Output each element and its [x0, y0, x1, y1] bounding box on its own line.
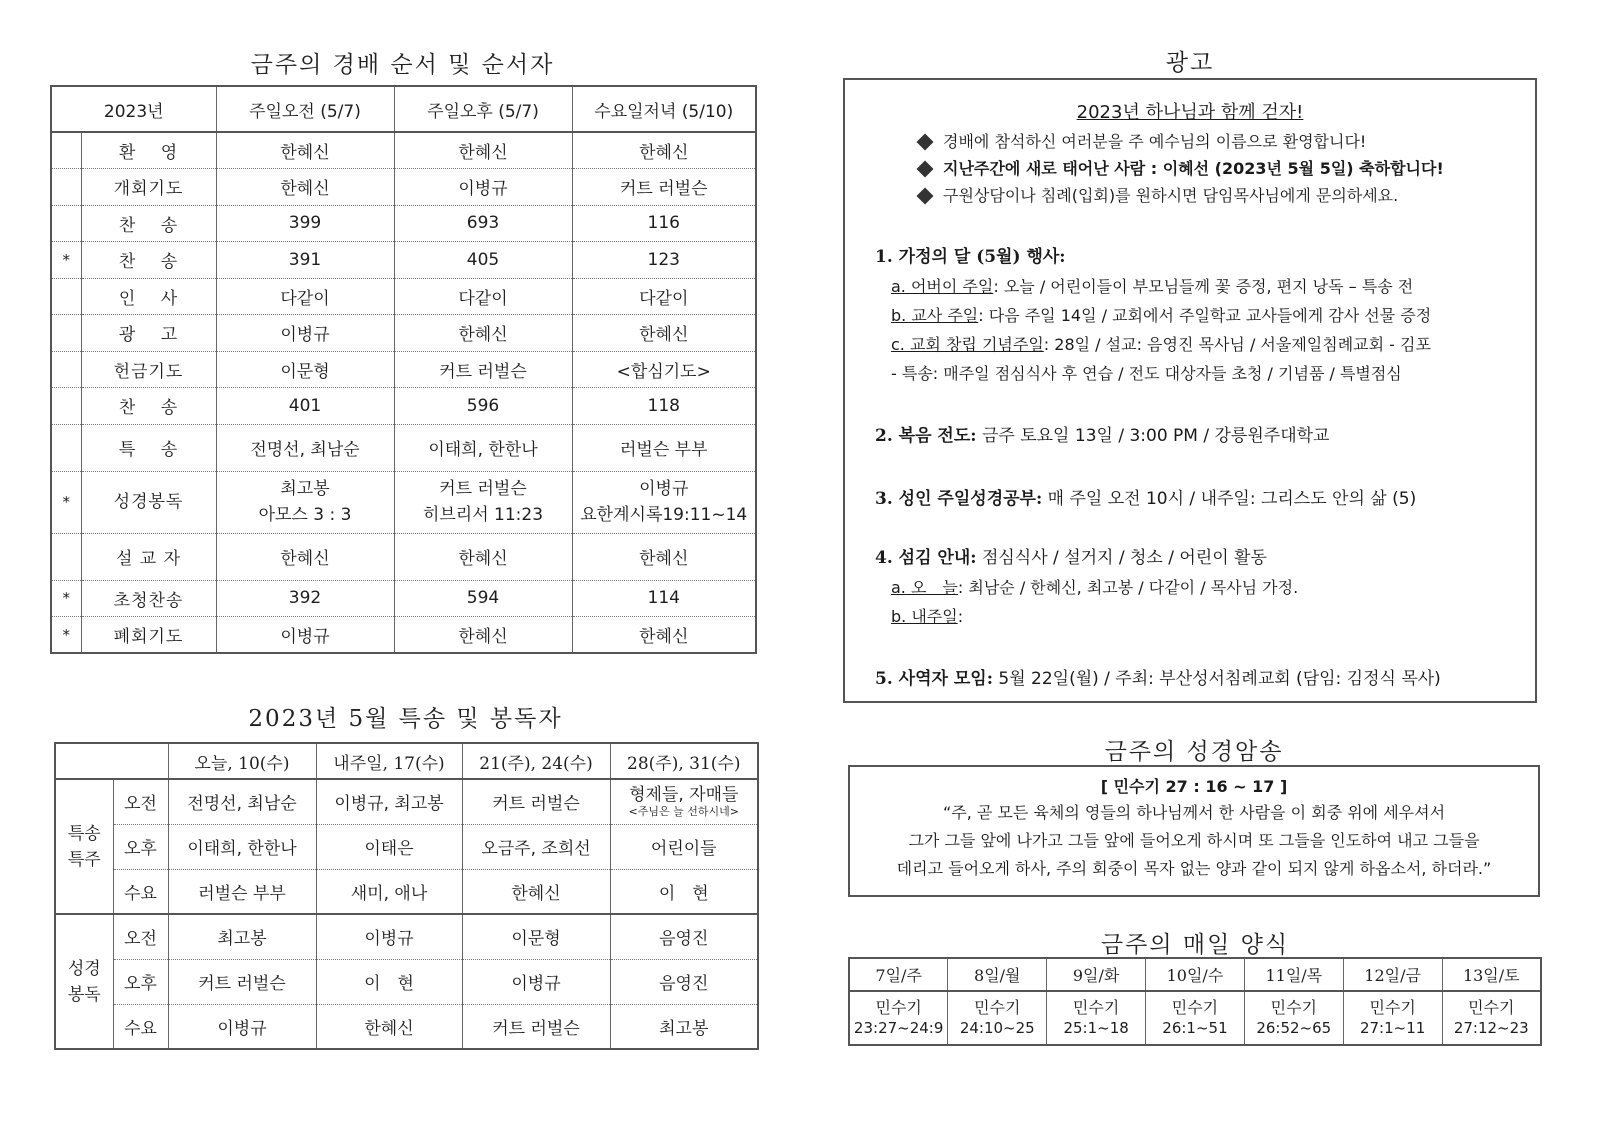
cell-am: 이병규 [216, 315, 394, 352]
table-header-row [849, 958, 1541, 991]
cell: 새미, 애나 [316, 869, 462, 914]
header-week-1: 오늘, 10(수) [168, 743, 316, 779]
scripture-ref: 요한계시록19:11~14 [580, 505, 748, 525]
table-header-row [55, 743, 758, 779]
cell: 이 현 [316, 959, 462, 1004]
sub-item [875, 602, 1535, 631]
group-label-line: 특송 [67, 823, 101, 844]
reading-cell [1244, 991, 1343, 1045]
item-text: 점심식사 / 설거지 / 청소 / 어린이 활동 [976, 548, 1267, 568]
cell-pm: 한혜신 [394, 315, 572, 352]
item-text: 매 주일 오전 10시 / 내주일: 그리스도 안의 삶 (5) [1042, 489, 1417, 509]
sub-item-text: : 오늘 / 어린이들이 부모님들께 꽃 증정, 편지 낭독 – 특송 전 [993, 277, 1414, 296]
day-header: 12일/금 [1343, 958, 1442, 991]
cell-pm [394, 471, 572, 533]
cell-pm: 693 [394, 205, 572, 242]
sub-item-label: b. 교사 주일 [891, 306, 979, 325]
sub-item-label: a. 어버이 주일 [891, 277, 994, 296]
row-label: 헌금기도 [81, 351, 216, 388]
daily-reading-title: 금주의 매일 양식 [1100, 932, 1290, 958]
diamond-bullet-icon [917, 160, 934, 177]
order-of-worship-title: 금주의 경배 순서 및 순서자 [250, 52, 555, 78]
cell-am [216, 471, 394, 533]
announcements-box [843, 78, 1537, 703]
row-label: 환 영 [81, 132, 216, 169]
chapter-verse: 25:1~18 [1063, 1019, 1129, 1037]
cell: 이태희, 한한나 [168, 824, 316, 869]
book: 민수기 [1171, 998, 1219, 1017]
table-row [51, 315, 756, 352]
row-label: 개회기도 [81, 169, 216, 206]
cell: 한혜신 [316, 1004, 462, 1049]
book: 민수기 [974, 998, 1021, 1017]
cell-wed: 한혜신 [572, 533, 756, 580]
stand-marker: * [51, 617, 81, 654]
row-label: 인 사 [81, 278, 216, 315]
cell-am: 한혜신 [216, 533, 394, 580]
table-row [55, 824, 758, 869]
verse-line: “주, 곧 모든 육체의 영들의 하나님께서 한 사람을 이 회중 위에 세우셔서 [942, 803, 1446, 822]
cell-am: 391 [216, 242, 394, 279]
table-header-row [51, 86, 756, 132]
bullet-text: 경배에 참석하신 여러분을 주 예수님의 이름으로 환영합니다! [943, 132, 1367, 151]
day-header: 13일/토 [1442, 958, 1541, 991]
row-label: 찬 송 [81, 205, 216, 242]
reading-cell [849, 991, 948, 1045]
reading-cell [948, 991, 1047, 1045]
group-label-scripture-reading [55, 914, 113, 1049]
reader-name: 커트 러벌슨 [439, 479, 527, 499]
item-title: 5. 사역자 모임: [875, 669, 993, 689]
stand-marker [51, 315, 81, 352]
memory-verse-box [848, 765, 1540, 897]
chapter-verse: 26:52~65 [1256, 1019, 1332, 1037]
item-title: 3. 성인 주일성경공부: [875, 489, 1043, 509]
stand-marker [51, 533, 81, 580]
cell-wed: 116 [572, 205, 756, 242]
announcement-bullet [919, 128, 1535, 155]
row-label: 설 교 자 [81, 533, 216, 580]
stand-marker: * [51, 471, 81, 533]
sub-item-text: : [957, 607, 964, 626]
book: 민수기 [1369, 998, 1416, 1017]
cell: 커트 러벌슨 [168, 959, 316, 1004]
reading-cell [1343, 991, 1442, 1045]
stand-marker [51, 132, 81, 169]
bullet-text: 지난주간에 새로 태어난 사람 : 이혜선 (2023년 5월 5일) 축하합니다! [943, 159, 1444, 178]
time-label: 오전 [113, 779, 168, 824]
cell-pm: 이병규 [394, 169, 572, 206]
announcement-item-4 [875, 544, 1535, 573]
sub-item-label: c. 교회 창립 기념주일 [891, 335, 1044, 354]
row-label: 폐회기도 [81, 617, 216, 654]
table-row [55, 779, 758, 824]
stand-marker [51, 278, 81, 315]
chapter-verse: 27:12~23 [1453, 1019, 1529, 1037]
row-label: 찬 송 [81, 242, 216, 279]
order-of-worship-table [50, 85, 757, 654]
cell-wed: 다같이 [572, 278, 756, 315]
special-songs-table [54, 742, 759, 1050]
cell-am: 전명선, 최남순 [216, 424, 394, 471]
sub-item [875, 573, 1535, 602]
cell: 이 현 [610, 869, 758, 914]
table-row [55, 959, 758, 1004]
announcements-title: 광고 [1165, 50, 1215, 76]
cell-am: 이문형 [216, 351, 394, 388]
cell-am: 다같이 [216, 278, 394, 315]
header-blank [113, 743, 168, 779]
chapter-verse: 24:10~25 [959, 1019, 1035, 1037]
table-row [51, 580, 756, 617]
time-label: 수요 [113, 1004, 168, 1049]
stand-marker: * [51, 580, 81, 617]
diamond-bullet-icon [917, 133, 934, 150]
table-row [51, 132, 756, 169]
cell: 오금주, 조희선 [462, 824, 610, 869]
cell-wed: 123 [572, 242, 756, 279]
cell: 이병규, 최고봉 [316, 779, 462, 824]
time-label: 오후 [113, 824, 168, 869]
reading-cell [1047, 991, 1146, 1045]
header-sunday-am: 주일오전 (5/7) [216, 86, 394, 132]
announcement-bullet [919, 155, 1535, 182]
cell-pm: 한혜신 [394, 132, 572, 169]
stand-marker [51, 388, 81, 425]
cell: 어린이들 [610, 824, 758, 869]
reading-cell [1442, 991, 1541, 1045]
cell-am: 이병규 [216, 617, 394, 654]
table-row [51, 242, 756, 279]
sub-item [875, 301, 1535, 330]
item-title: 4. 섬김 안내: [875, 548, 977, 568]
cell: 커트 러벌슨 [462, 779, 610, 824]
day-header: 10일/수 [1146, 958, 1245, 991]
sub-item-text: - 특송: 매주일 점심식사 후 연습 / 전도 대상자들 초청 / 기념품 / 특별점심 [891, 364, 1402, 383]
header-week-4: 28(주), 31(수) [610, 743, 758, 779]
verse-reference: [ 민수기 27 : 16 ~ 17 ] [1100, 777, 1288, 796]
table-row [55, 1004, 758, 1049]
chapter-verse: 23:27~24:9 [853, 1019, 944, 1037]
group-label-line: 봉독 [67, 984, 101, 1005]
cell: 음영진 [610, 959, 758, 1004]
cell-am: 한혜신 [216, 169, 394, 206]
day-header: 9일/화 [1047, 958, 1146, 991]
sub-item [875, 359, 1535, 388]
cell-wed: <합심기도> [572, 351, 756, 388]
cell-pm: 405 [394, 242, 572, 279]
header-sunday-pm: 주일오후 (5/7) [394, 86, 572, 132]
group-label-special-song [55, 779, 113, 914]
cell: 커트 러벌슨 [462, 1004, 610, 1049]
table-row [51, 169, 756, 206]
time-label: 수요 [113, 869, 168, 914]
table-row [51, 205, 756, 242]
cell-pm: 이태희, 한한나 [394, 424, 572, 471]
reading-cell [1146, 991, 1245, 1045]
time-label: 오전 [113, 914, 168, 959]
table-row [51, 351, 756, 388]
verse-line: 그가 그들 앞에 나가고 그들 앞에 들어오게 하시며 또 그들을 인도하여 내고 그들을 [908, 831, 1480, 850]
day-header: 7일/주 [849, 958, 948, 991]
daily-reading-table [848, 957, 1542, 1046]
announcements-headline: 2023년 하나님과 함께 걷자! [1076, 102, 1304, 123]
table-row [55, 914, 758, 959]
book: 민수기 [1072, 998, 1120, 1017]
sub-item [875, 330, 1535, 359]
cell-pm: 커트 러벌슨 [394, 351, 572, 388]
announcement-item-3 [875, 485, 1535, 514]
item-text: 5월 22일(월) / 주최: 부산성서침례교회 (담임: 김정식 목사) [992, 669, 1441, 689]
header-blank [55, 743, 113, 779]
cell-wed: 러벌슨 부부 [572, 424, 756, 471]
cell: 음영진 [610, 914, 758, 959]
sub-item [875, 272, 1535, 301]
row-label: 특 송 [81, 424, 216, 471]
chapter-verse: 26:1~51 [1162, 1019, 1228, 1037]
performers: 형제들, 자매들 [629, 784, 739, 805]
cell: 이병규 [462, 959, 610, 1004]
table-row [51, 533, 756, 580]
sub-item-text: : 다음 주일 14일 / 교회에서 주일학교 교사들에게 감사 선물 증정 [978, 306, 1432, 325]
scripture-ref: 히브리서 11:23 [422, 505, 544, 525]
table-row [51, 278, 756, 315]
special-songs-title: 2023년 5월 특송 및 봉독자 [248, 706, 563, 732]
table-row [849, 991, 1541, 1045]
cell [610, 779, 758, 824]
stand-marker: * [51, 242, 81, 279]
sub-item-text: : 28일 / 설교: 음영진 목사님 / 서울제일침례교회 - 김포 [1043, 335, 1431, 354]
header-year: 2023년 [51, 86, 216, 132]
cell-pm: 한혜신 [394, 617, 572, 654]
day-header: 11일/목 [1244, 958, 1343, 991]
row-label: 찬 송 [81, 388, 216, 425]
stand-marker [51, 205, 81, 242]
item-title: 1. 가정의 달 (5월) 행사: [875, 247, 1066, 267]
scripture-ref: 아모스 3 : 3 [258, 505, 352, 525]
cell-wed: 114 [572, 580, 756, 617]
table-row [51, 388, 756, 425]
sub-item-label: a. 오 늘 [891, 578, 958, 597]
time-label: 오후 [113, 959, 168, 1004]
table-row [55, 869, 758, 914]
row-label: 성경봉독 [81, 471, 216, 533]
announcement-item-2 [875, 422, 1535, 451]
bullet-text: 구원상담이나 침례(입회)를 원하시면 담임목사님에게 문의하세요. [943, 186, 1399, 205]
cell-wed: 커트 러벌슨 [572, 169, 756, 206]
header-wednesday: 수요일저녁 (5/10) [572, 86, 756, 132]
cell-am: 399 [216, 205, 394, 242]
cell-wed: 한혜신 [572, 617, 756, 654]
announcement-item-5 [875, 665, 1535, 694]
stand-marker [51, 424, 81, 471]
cell-pm: 596 [394, 388, 572, 425]
group-label-line: 성경 [67, 958, 101, 979]
verse-line: 데리고 들어오게 하사, 주의 회중이 목자 없는 양과 같이 되지 않게 하옵소서, 하더라.” [896, 859, 1492, 878]
cell: 최고봉 [610, 1004, 758, 1049]
cell-wed: 한혜신 [572, 315, 756, 352]
cell: 이태은 [316, 824, 462, 869]
table-row [51, 471, 756, 533]
diamond-bullet-icon [917, 187, 934, 204]
book: 민수기 [1468, 998, 1515, 1017]
cell: 전명선, 최남순 [168, 779, 316, 824]
stand-marker [51, 169, 81, 206]
item-title: 2. 복음 전도: [875, 426, 977, 446]
sub-item-label: b. 내주일 [891, 607, 958, 626]
cell: 이문형 [462, 914, 610, 959]
memory-verse-title: 금주의 성경암송 [1104, 739, 1284, 765]
cell: 이병규 [168, 1004, 316, 1049]
group-label-line: 특주 [67, 849, 101, 870]
table-row [51, 617, 756, 654]
cell-wed [572, 471, 756, 533]
cell-am: 401 [216, 388, 394, 425]
sub-item-text: : 최남순 / 한혜신, 최고봉 / 다같이 / 목사님 가정. [957, 578, 1299, 597]
cell: 러벌슨 부부 [168, 869, 316, 914]
row-label: 광 고 [81, 315, 216, 352]
cell-am: 한혜신 [216, 132, 394, 169]
announcement-item-1 [875, 243, 1535, 272]
cell-am: 392 [216, 580, 394, 617]
book: 민수기 [875, 998, 922, 1017]
cell: 최고봉 [168, 914, 316, 959]
row-label: 초청찬송 [81, 580, 216, 617]
header-week-2: 내주일, 17(수) [316, 743, 462, 779]
cell-wed: 한혜신 [572, 132, 756, 169]
reader-name: 이병규 [639, 479, 689, 499]
reader-name: 최고봉 [280, 479, 330, 499]
day-header: 8일/월 [948, 958, 1047, 991]
cell-wed: 118 [572, 388, 756, 425]
header-week-3: 21(주), 24(수) [462, 743, 610, 779]
cell-pm: 한혜신 [394, 533, 572, 580]
stand-marker [51, 351, 81, 388]
cell: 이병규 [316, 914, 462, 959]
announcement-bullet [919, 182, 1535, 209]
cell-pm: 594 [394, 580, 572, 617]
table-row [51, 424, 756, 471]
song-title: <주님은 늘 선하시네> [628, 804, 739, 818]
cell-pm: 다같이 [394, 278, 572, 315]
cell: 한혜신 [462, 869, 610, 914]
chapter-verse: 27:1~11 [1359, 1019, 1426, 1037]
book: 민수기 [1270, 998, 1317, 1017]
item-text: 금주 토요일 13일 / 3:00 PM / 강릉원주대학교 [976, 426, 1330, 446]
